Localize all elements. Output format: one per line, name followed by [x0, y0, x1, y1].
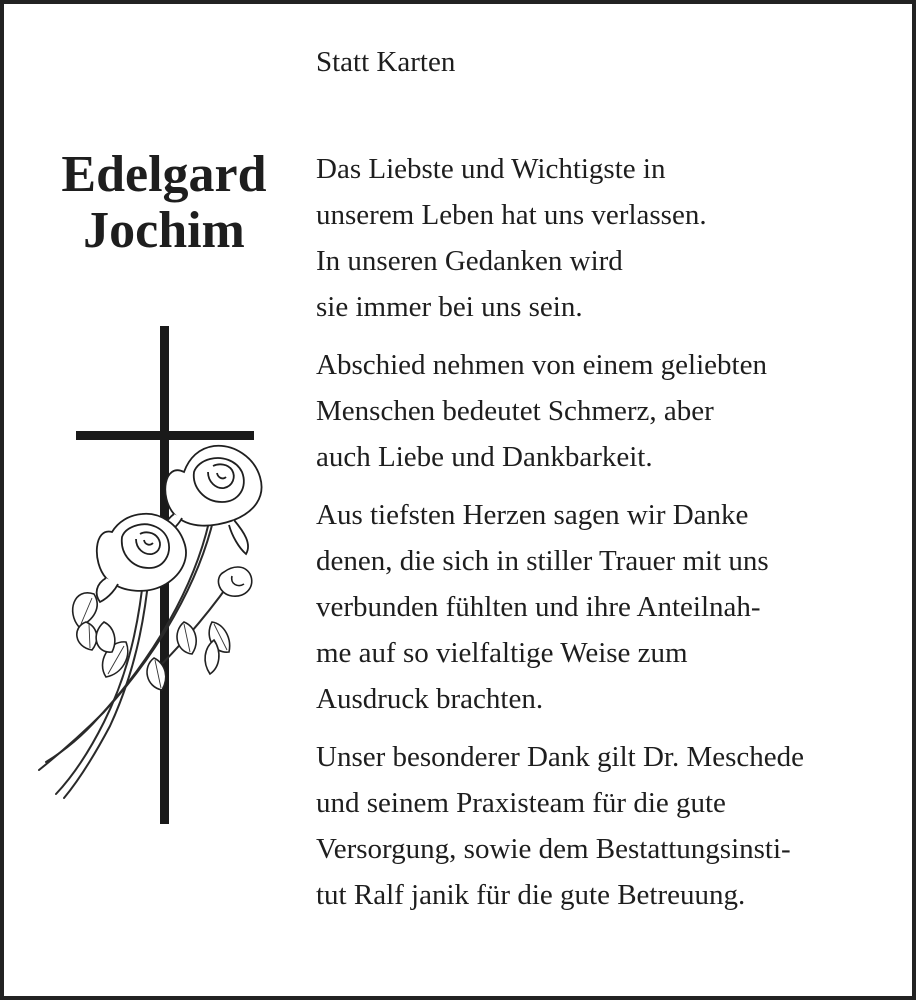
text-line: Unser besonderer Dank gilt Dr. Meschede — [316, 741, 805, 773]
text-line: sie immer bei uns sein. — [316, 291, 583, 323]
last-name: Jochim — [83, 202, 245, 259]
body-text — [316, 146, 906, 930]
text-line: verbunden fühlten und ihre Anteilnah- — [316, 591, 761, 623]
paragraph — [316, 146, 906, 330]
text-line: und seinem Praxisteam für die gute — [316, 787, 726, 819]
text-line: unserem Leben hat uns verlassen. — [316, 199, 707, 231]
text-line: Versorgung, sowie dem Bestattungsinsti- — [316, 833, 791, 865]
text-line: Das Liebste und Wichtigste in — [316, 153, 666, 185]
text-line: tut Ralf janik für die gute Betreuung. — [316, 879, 746, 911]
text-line: Menschen bedeutet Schmerz, aber — [316, 395, 714, 427]
text-line: Abschied nehmen von einem geliebten — [316, 349, 767, 381]
cross-with-roses-icon — [34, 322, 274, 832]
text-line: denen, die sich in stiller Trauer mit uns — [316, 545, 769, 577]
first-name: Edelgard — [61, 146, 267, 203]
paragraph — [316, 342, 906, 480]
deceased-name — [28, 147, 300, 259]
text-line: Aus tiefsten Herzen sagen wir Danke — [316, 499, 749, 531]
text-line: me auf so vielfaltige Weise zum — [316, 637, 688, 669]
text-line: In unseren Gedanken wird — [316, 245, 623, 277]
paragraph — [316, 734, 906, 918]
text-line: Ausdruck brachten. — [316, 683, 544, 715]
text-line: auch Liebe und Dankbarkeit. — [316, 441, 653, 473]
header-text: Statt Karten — [316, 46, 456, 78]
paragraph — [316, 492, 906, 722]
